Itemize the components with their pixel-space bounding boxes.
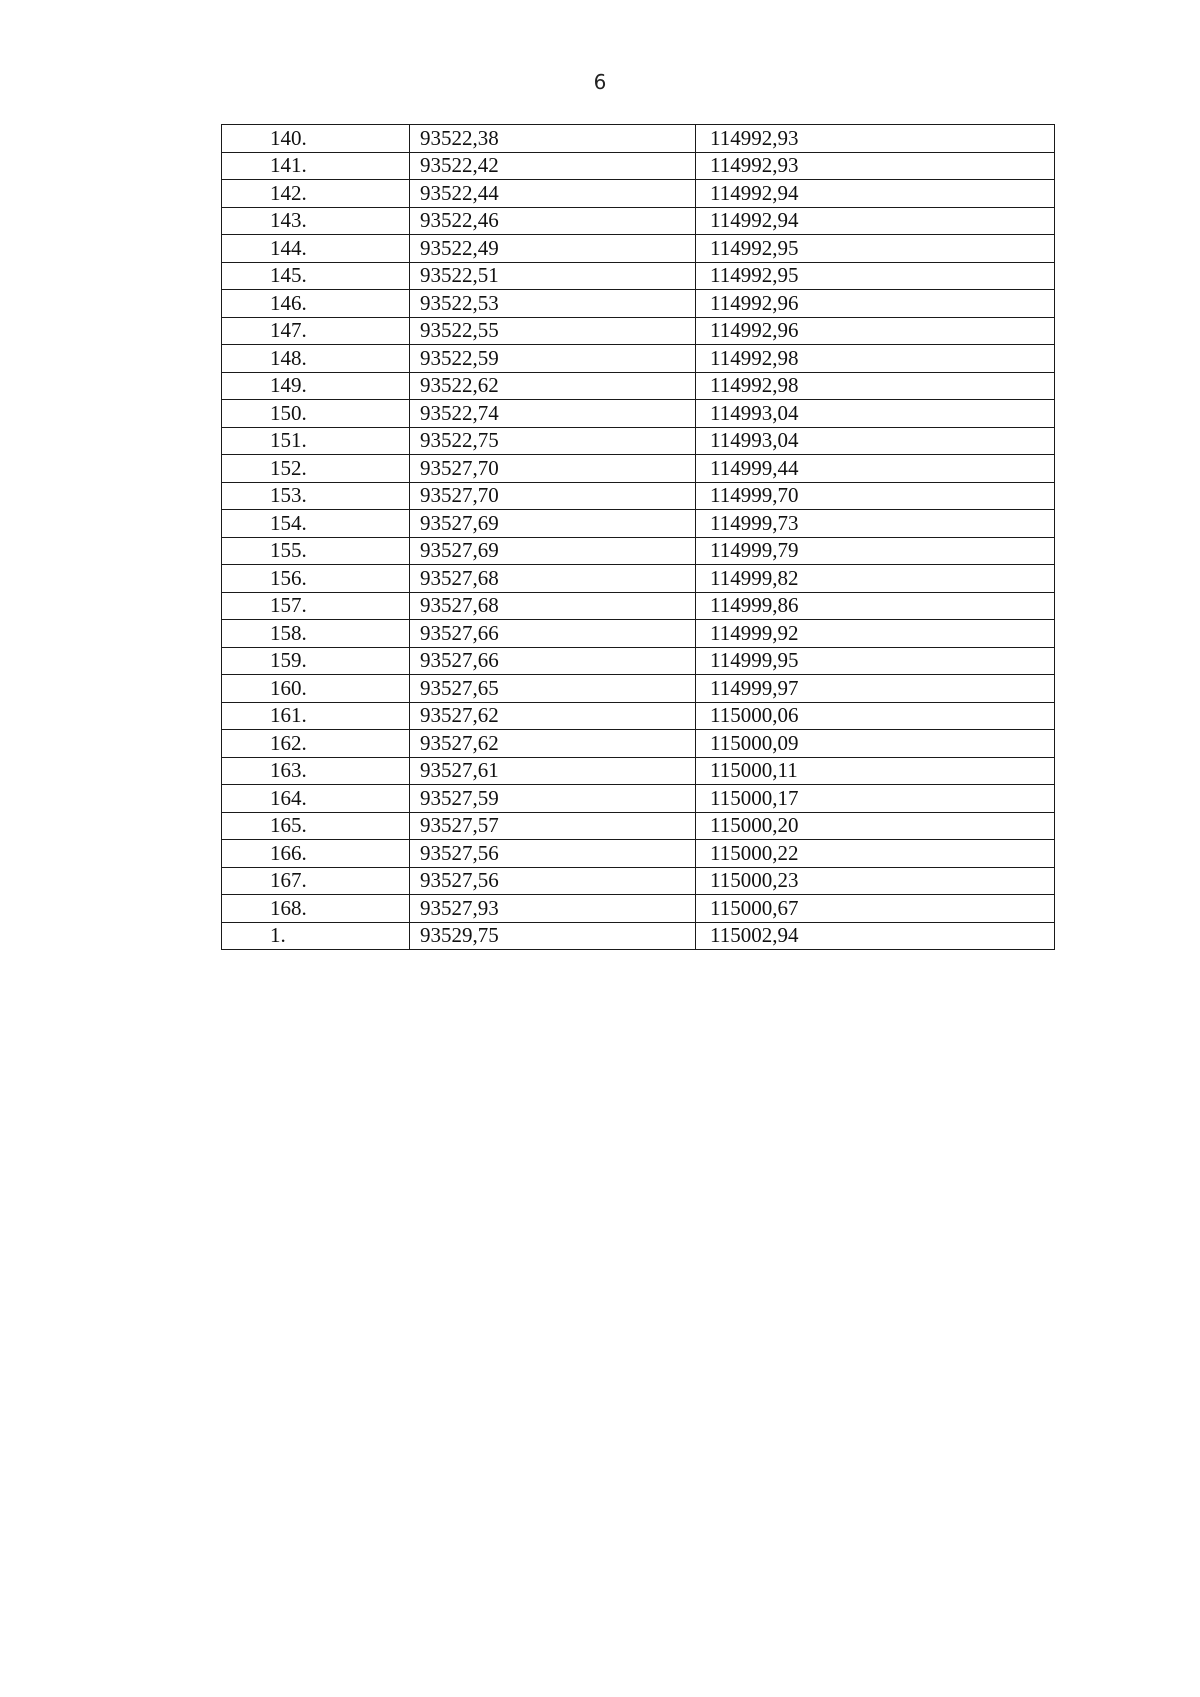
y-coordinate-cell: 114999,79 — [696, 537, 1055, 565]
point-number-cell: 148. — [222, 345, 410, 373]
x-coordinate-cell: 93522,51 — [410, 262, 696, 290]
y-coordinate-cell: 114992,93 — [696, 125, 1055, 153]
table-row — [222, 125, 1055, 153]
x-coordinate-cell: 93527,57 — [410, 812, 696, 840]
table-row — [222, 922, 1055, 950]
y-coordinate-cell: 114999,73 — [696, 510, 1055, 538]
x-coordinate-cell: 93527,69 — [410, 510, 696, 538]
y-coordinate-cell: 114992,94 — [696, 207, 1055, 235]
point-number-cell: 161. — [222, 702, 410, 730]
point-number-cell: 151. — [222, 427, 410, 455]
table-row — [222, 840, 1055, 868]
point-number-cell: 145. — [222, 262, 410, 290]
point-number-cell: 140. — [222, 125, 410, 153]
x-coordinate-cell: 93522,44 — [410, 180, 696, 208]
point-number-cell: 166. — [222, 840, 410, 868]
y-coordinate-cell: 114992,94 — [696, 180, 1055, 208]
table-row — [222, 427, 1055, 455]
y-coordinate-cell: 114999,95 — [696, 647, 1055, 675]
y-coordinate-cell: 115000,67 — [696, 895, 1055, 923]
table-row — [222, 867, 1055, 895]
x-coordinate-cell: 93522,62 — [410, 372, 696, 400]
point-number-cell: 141. — [222, 152, 410, 180]
y-coordinate-cell: 114992,96 — [696, 317, 1055, 345]
page-number: 6 — [593, 70, 607, 94]
point-number-cell: 158. — [222, 620, 410, 648]
x-coordinate-cell: 93527,65 — [410, 675, 696, 703]
x-coordinate-cell: 93522,38 — [410, 125, 696, 153]
x-coordinate-cell: 93527,56 — [410, 840, 696, 868]
x-coordinate-cell: 93527,68 — [410, 565, 696, 593]
coordinates-table-body — [222, 125, 1055, 950]
x-coordinate-cell: 93527,68 — [410, 592, 696, 620]
x-coordinate-cell: 93522,42 — [410, 152, 696, 180]
table-row — [222, 400, 1055, 428]
table-row — [222, 510, 1055, 538]
x-coordinate-cell: 93527,59 — [410, 785, 696, 813]
table-row — [222, 482, 1055, 510]
y-coordinate-cell: 114992,98 — [696, 345, 1055, 373]
point-number-cell: 167. — [222, 867, 410, 895]
point-number-cell: 157. — [222, 592, 410, 620]
x-coordinate-cell: 93527,66 — [410, 620, 696, 648]
point-number-cell: 160. — [222, 675, 410, 703]
x-coordinate-cell: 93522,53 — [410, 290, 696, 318]
table-row — [222, 730, 1055, 758]
y-coordinate-cell: 114993,04 — [696, 400, 1055, 428]
table-row — [222, 290, 1055, 318]
point-number-cell: 147. — [222, 317, 410, 345]
y-coordinate-cell: 115000,17 — [696, 785, 1055, 813]
table-row — [222, 180, 1055, 208]
y-coordinate-cell: 115000,09 — [696, 730, 1055, 758]
point-number-cell: 1. — [222, 922, 410, 950]
x-coordinate-cell: 93527,69 — [410, 537, 696, 565]
y-coordinate-cell: 115000,23 — [696, 867, 1055, 895]
y-coordinate-cell: 115002,94 — [696, 922, 1055, 950]
point-number-cell: 146. — [222, 290, 410, 318]
y-coordinate-cell: 114993,04 — [696, 427, 1055, 455]
x-coordinate-cell: 93522,59 — [410, 345, 696, 373]
x-coordinate-cell: 93522,75 — [410, 427, 696, 455]
y-coordinate-cell: 114999,92 — [696, 620, 1055, 648]
point-number-cell: 159. — [222, 647, 410, 675]
point-number-cell: 164. — [222, 785, 410, 813]
table-row — [222, 455, 1055, 483]
point-number-cell: 162. — [222, 730, 410, 758]
x-coordinate-cell: 93529,75 — [410, 922, 696, 950]
table-row — [222, 207, 1055, 235]
table-row — [222, 152, 1055, 180]
table-row — [222, 317, 1055, 345]
table-row — [222, 757, 1055, 785]
point-number-cell: 142. — [222, 180, 410, 208]
x-coordinate-cell: 93527,70 — [410, 482, 696, 510]
point-number-cell: 155. — [222, 537, 410, 565]
table-row — [222, 620, 1055, 648]
y-coordinate-cell: 114999,86 — [696, 592, 1055, 620]
x-coordinate-cell: 93522,49 — [410, 235, 696, 263]
y-coordinate-cell: 115000,06 — [696, 702, 1055, 730]
point-number-cell: 150. — [222, 400, 410, 428]
y-coordinate-cell: 114992,96 — [696, 290, 1055, 318]
x-coordinate-cell: 93527,61 — [410, 757, 696, 785]
point-number-cell: 156. — [222, 565, 410, 593]
y-coordinate-cell: 114992,93 — [696, 152, 1055, 180]
x-coordinate-cell: 93527,70 — [410, 455, 696, 483]
table-row — [222, 675, 1055, 703]
x-coordinate-cell: 93522,74 — [410, 400, 696, 428]
point-number-cell: 144. — [222, 235, 410, 263]
table-row — [222, 895, 1055, 923]
point-number-cell: 153. — [222, 482, 410, 510]
point-number-cell: 152. — [222, 455, 410, 483]
y-coordinate-cell: 114999,44 — [696, 455, 1055, 483]
coordinates-table — [221, 124, 1055, 950]
table-row — [222, 235, 1055, 263]
y-coordinate-cell: 114999,97 — [696, 675, 1055, 703]
x-coordinate-cell: 93522,46 — [410, 207, 696, 235]
y-coordinate-cell: 114999,82 — [696, 565, 1055, 593]
point-number-cell: 154. — [222, 510, 410, 538]
table-row — [222, 702, 1055, 730]
point-number-cell: 149. — [222, 372, 410, 400]
x-coordinate-cell: 93522,55 — [410, 317, 696, 345]
x-coordinate-cell: 93527,62 — [410, 730, 696, 758]
y-coordinate-cell: 114999,70 — [696, 482, 1055, 510]
x-coordinate-cell: 93527,93 — [410, 895, 696, 923]
y-coordinate-cell: 115000,22 — [696, 840, 1055, 868]
y-coordinate-cell: 115000,11 — [696, 757, 1055, 785]
table-row — [222, 785, 1055, 813]
y-coordinate-cell: 115000,20 — [696, 812, 1055, 840]
point-number-cell: 143. — [222, 207, 410, 235]
x-coordinate-cell: 93527,56 — [410, 867, 696, 895]
point-number-cell: 168. — [222, 895, 410, 923]
table-row — [222, 262, 1055, 290]
x-coordinate-cell: 93527,66 — [410, 647, 696, 675]
y-coordinate-cell: 114992,95 — [696, 235, 1055, 263]
table-row — [222, 537, 1055, 565]
table-row — [222, 812, 1055, 840]
table-row — [222, 565, 1055, 593]
table-row — [222, 372, 1055, 400]
y-coordinate-cell: 114992,98 — [696, 372, 1055, 400]
point-number-cell: 163. — [222, 757, 410, 785]
table-row — [222, 345, 1055, 373]
point-number-cell: 165. — [222, 812, 410, 840]
table-row — [222, 647, 1055, 675]
y-coordinate-cell: 114992,95 — [696, 262, 1055, 290]
table-row — [222, 592, 1055, 620]
x-coordinate-cell: 93527,62 — [410, 702, 696, 730]
